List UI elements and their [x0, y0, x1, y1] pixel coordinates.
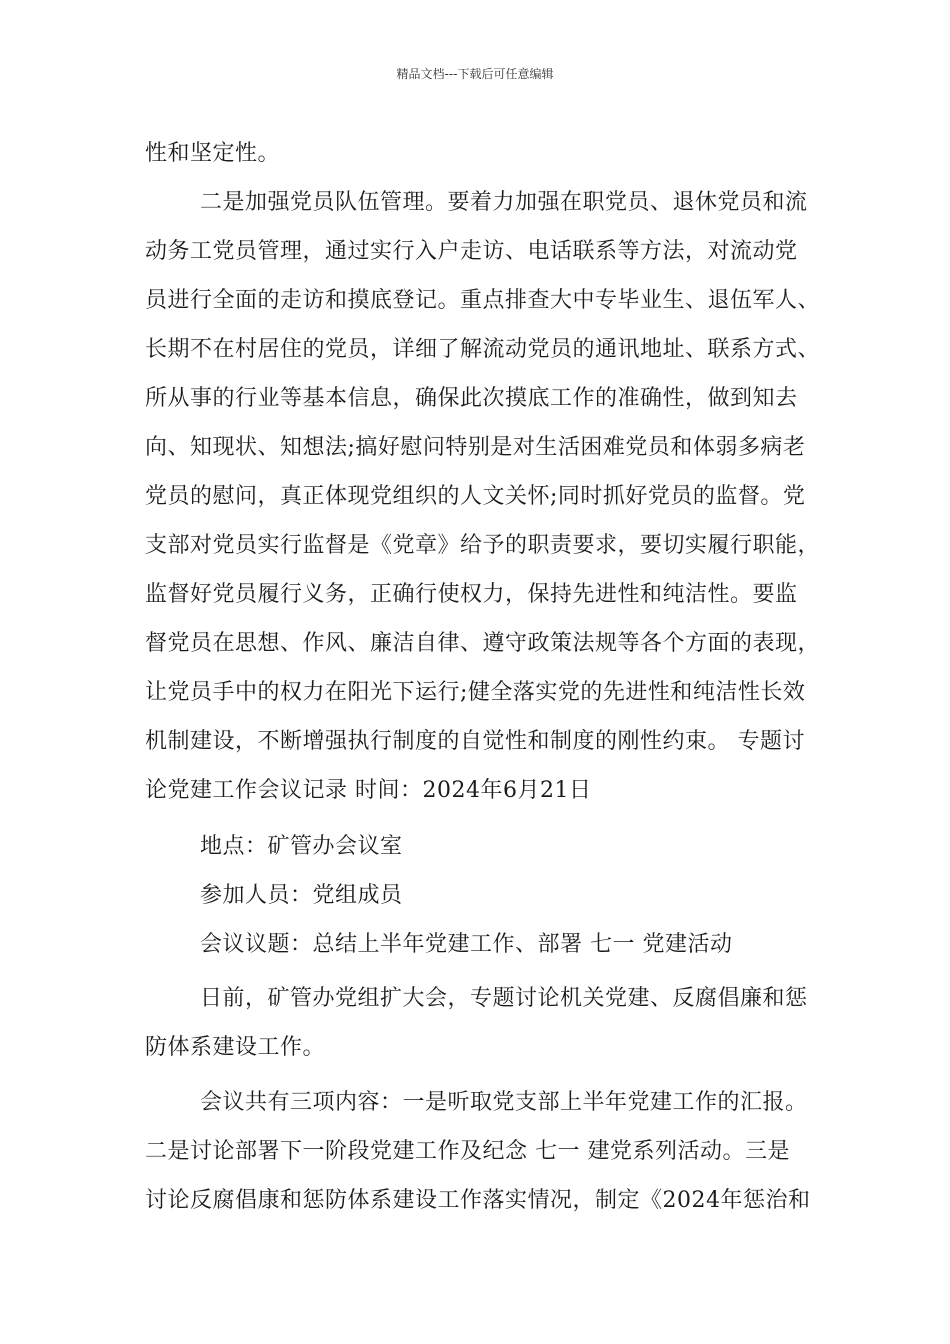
body-line: 会议共有三项内容：一是听取党支部上半年党建工作的汇报。	[200, 1090, 808, 1115]
body-line: 参加人员：党组成员	[200, 883, 403, 908]
page-header: 精品文档---下载后可任意编辑	[396, 67, 554, 81]
body-line: 长期不在村居住的党员，详细了解流动党员的通讯地址、联系方式、	[145, 337, 821, 362]
body-line: 地点：矿管办会议室	[200, 834, 403, 859]
body-line: 性和坚定性。	[145, 141, 281, 166]
body-line: 所从事的行业等基本信息，确保此次摸底工作的准确性，做到知去	[145, 386, 798, 411]
body-line: 机制建设，不断增强执行制度的自觉性和制度的刚性约束。 专题讨	[145, 729, 805, 754]
body-line: 二是加强党员队伍管理。要着力加强在职党员、退休党员和流	[200, 190, 808, 215]
body-line: 日前，矿管办党组扩大会，专题讨论机关党建、反腐倡廉和惩	[200, 986, 808, 1011]
body-line: 动务工党员管理，通过实行入户走访、电话联系等方法，对流动党	[145, 239, 798, 264]
body-line: 二是讨论部署下一阶段党建工作及纪念 七一 建党系列活动。三是	[145, 1139, 790, 1164]
body-line: 会议议题：总结上半年党建工作、部署 七一 党建活动	[200, 932, 733, 957]
body-line: 监督好党员履行义务，正确行使权力，保持先进性和纯洁性。要监	[145, 582, 798, 607]
body-line: 督党员在思想、作风、廉洁自律、遵守政策法规等各个方面的表现，	[145, 631, 821, 656]
body-line: 党员的慰问，真正体现党组织的人文关怀;同时抓好党员的监督。党	[145, 484, 806, 509]
body-line: 论党建工作会议记录 时间：2024年6月21日	[145, 778, 592, 803]
body-line: 员进行全面的走访和摸底登记。重点排查大中专毕业生、退伍军人、	[145, 288, 821, 313]
body-line: 让党员手中的权力在阳光下运行;健全落实党的先进性和纯洁性长效	[145, 680, 806, 705]
body-line: 防体系建设工作。	[145, 1035, 326, 1060]
body-line: 支部对党员实行监督是《党章》给予的职责要求，要切实履行职能，	[145, 533, 821, 558]
body-line: 讨论反腐倡康和惩防体系建设工作落实情况，制定《2024年惩治和	[145, 1188, 811, 1213]
body-line: 向、知现状、知想法;搞好慰问特别是对生活困难党员和体弱多病老	[145, 435, 806, 460]
